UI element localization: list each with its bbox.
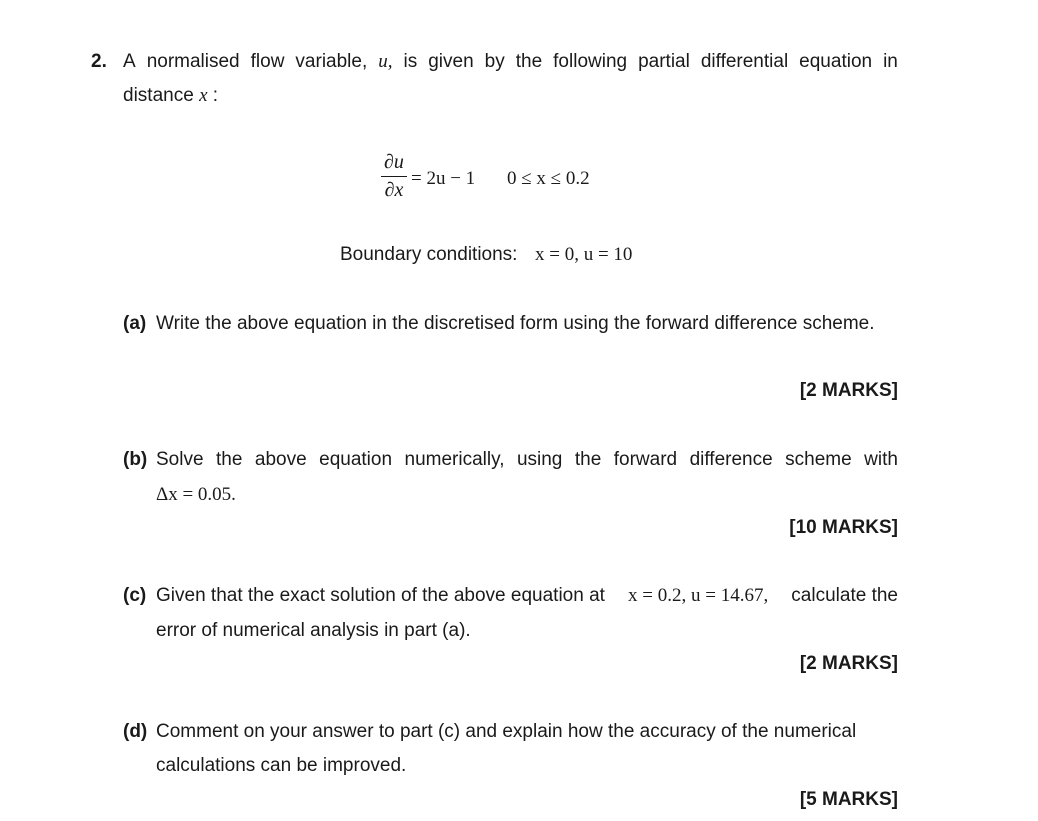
part-b-word: difference	[689, 449, 773, 470]
part-c-label: (c)	[123, 585, 147, 606]
question-intro-line1	[123, 52, 898, 71]
question-intro-line2	[123, 86, 218, 105]
fraction-bar	[381, 176, 407, 177]
intro-word: following	[553, 51, 628, 72]
part-a-marks: [2 MARKS]	[799, 380, 898, 401]
intro-word: differential	[700, 51, 789, 72]
part-b-word: above	[254, 449, 307, 470]
intro-word: normalised	[146, 51, 240, 72]
intro-word: equation	[799, 51, 873, 72]
equation-rhs: = 2u − 1	[411, 168, 476, 189]
part-d-line2: calculations can be improved.	[156, 755, 407, 776]
fraction-denominator: ∂x	[384, 179, 404, 201]
part-b-step-size: Δx = 0.05.	[156, 484, 236, 505]
intro-word: by	[484, 51, 505, 72]
part-b-word: numerically,	[404, 449, 505, 470]
part-c-line1	[156, 586, 898, 605]
fraction-numerator: ∂u	[384, 151, 404, 173]
intro-word: variable,	[295, 51, 368, 72]
part-c-text-post: calculate the	[791, 585, 898, 606]
intro-word: the	[515, 51, 543, 72]
intro-word: given	[428, 51, 474, 72]
boundary-label: Boundary conditions:	[340, 244, 518, 265]
part-d-marks: [5 MARKS]	[799, 789, 898, 810]
part-d-label: (d)	[123, 721, 148, 742]
intro-colon: :	[212, 85, 219, 106]
part-b-word: forward	[613, 449, 678, 470]
part-b-word: with	[864, 449, 898, 470]
part-b-word: scheme	[785, 449, 852, 470]
question-number: 2.	[91, 51, 107, 72]
part-a-label: (a)	[123, 313, 147, 334]
part-d-line1: Comment on your answer to part (c) and explain how the accuracy of the numerical	[156, 721, 857, 742]
equation-domain: 0 ≤ x ≤ 0.2	[507, 168, 590, 189]
intro-var-u: u,	[378, 51, 393, 72]
intro-word: is	[403, 51, 418, 72]
intro-var-x: x	[199, 85, 208, 106]
intro-word: A	[123, 51, 136, 72]
part-b-word: the	[574, 449, 602, 470]
part-b-marks: [10 MARKS]	[789, 517, 898, 538]
part-b-label: (b)	[123, 449, 148, 470]
boundary-value: x = 0, u = 10	[535, 244, 633, 265]
intro-word: partial	[638, 51, 690, 72]
part-c-line2: error of numerical analysis in part (a).	[156, 620, 471, 641]
part-c-marks: [2 MARKS]	[799, 653, 898, 674]
part-b-line1	[156, 450, 898, 469]
intro-distance: distance	[123, 85, 194, 106]
part-b-word: equation	[319, 449, 393, 470]
derivative-fraction	[381, 152, 407, 200]
intro-word: flow	[250, 51, 285, 72]
intro-word: in	[883, 51, 898, 72]
part-b-word: Solve	[156, 449, 204, 470]
part-b-word: the	[216, 449, 243, 470]
part-c-math: x = 0.2, u = 14.67,	[628, 585, 769, 606]
part-b-word: using	[516, 449, 563, 470]
part-a-text: Write the above equation in the discretised form using the forward difference scheme.	[156, 313, 875, 334]
part-c-text-pre: Given that the exact solution of the above equation at	[156, 585, 605, 606]
